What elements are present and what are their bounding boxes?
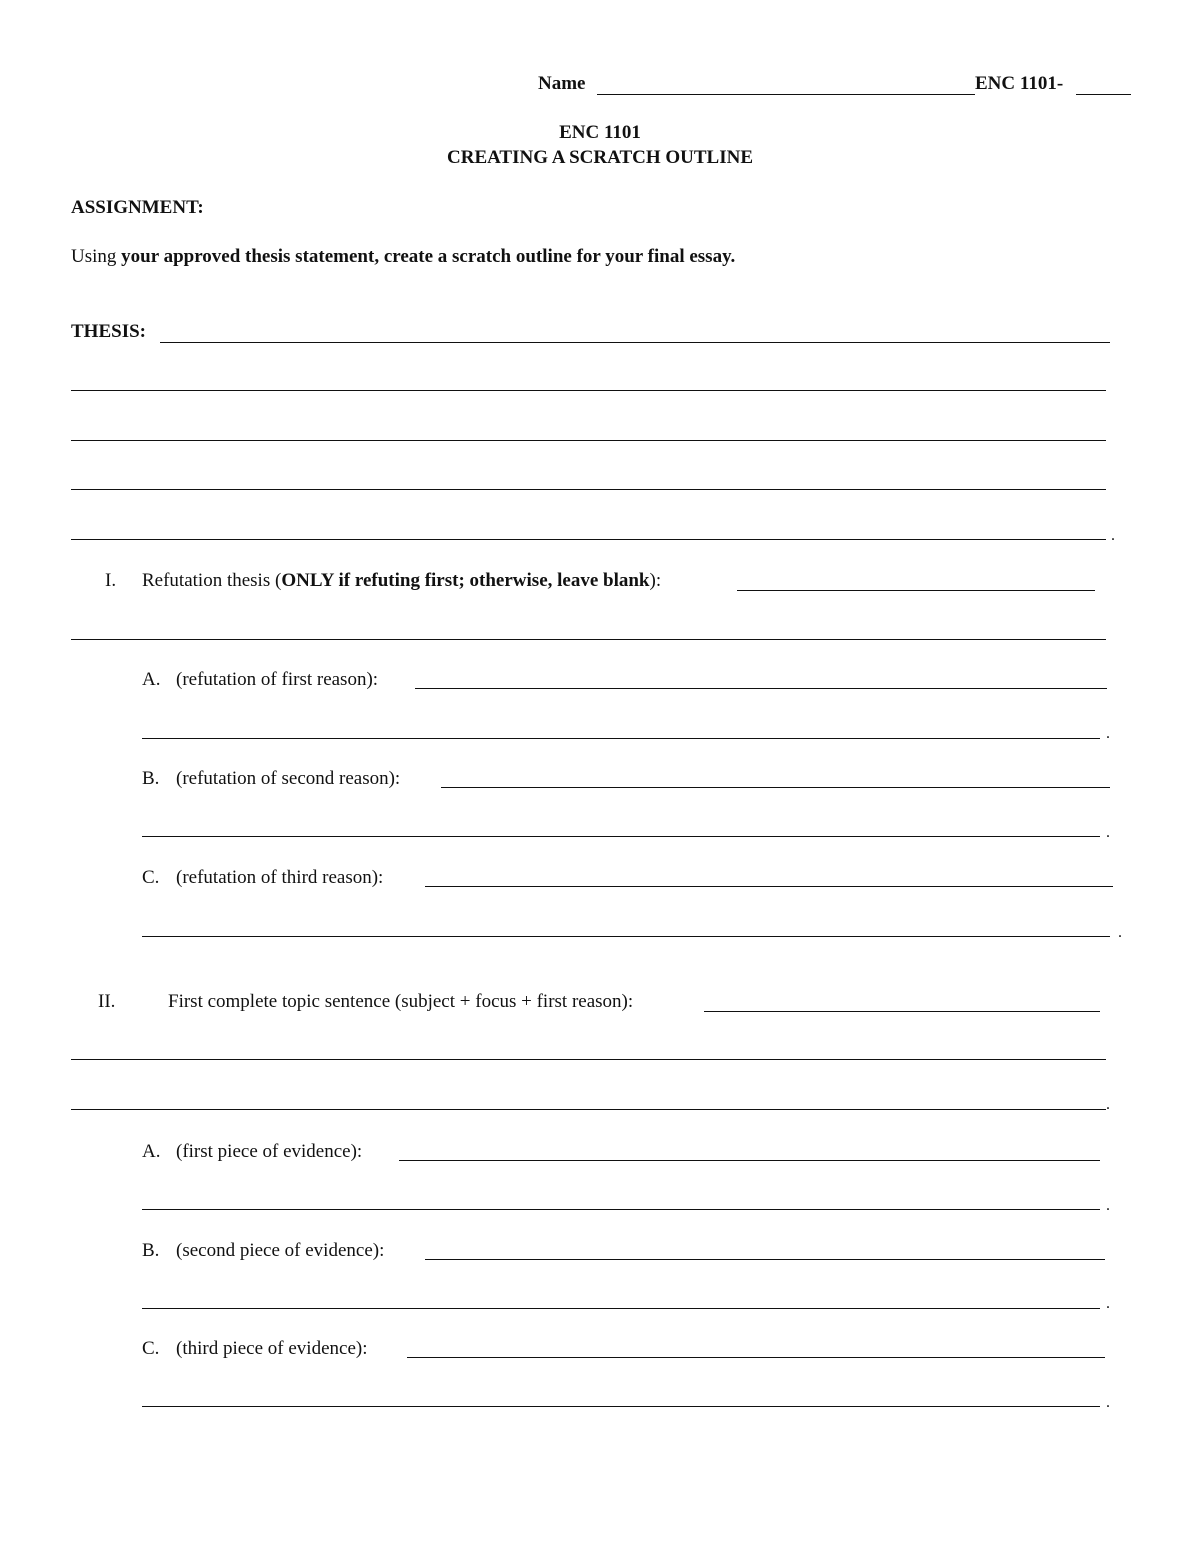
line-end-mark: .	[1111, 527, 1115, 544]
thesis-line-2[interactable]	[71, 390, 1106, 391]
evidence-c-line-2[interactable]	[142, 1406, 1100, 1407]
assignment-text-lead: Using	[71, 246, 117, 267]
assignment-text-bold: your approved thesis statement, create a scratch outline for your final essay.	[121, 246, 736, 267]
refutation-thesis-line-1[interactable]	[737, 590, 1095, 591]
evidence-a-letter: A.	[142, 1141, 161, 1162]
refutation-b-line-1[interactable]	[441, 787, 1110, 788]
refutation-thesis-line-2[interactable]	[71, 639, 1106, 640]
section-number-field[interactable]	[1076, 94, 1131, 95]
section-one-text	[142, 570, 661, 592]
evidence-b-letter: B.	[142, 1240, 160, 1261]
name-field[interactable]	[597, 94, 975, 95]
refutation-c-label: (refutation of third reason):	[176, 867, 384, 888]
refutation-a-label: (refutation of first reason):	[176, 669, 379, 690]
line-end-mark: .	[1106, 1096, 1110, 1113]
section-two-numeral: II.	[98, 991, 116, 1012]
thesis-line-3[interactable]	[71, 440, 1106, 441]
name-label: Name	[538, 73, 586, 94]
refutation-c-letter: C.	[142, 867, 160, 888]
assignment-text	[71, 246, 735, 268]
evidence-c-label: (third piece of evidence):	[176, 1338, 368, 1359]
topic-sentence-line-2[interactable]	[71, 1059, 1106, 1060]
evidence-a-label: (first piece of evidence):	[176, 1141, 363, 1162]
line-end-mark: .	[1118, 924, 1122, 941]
line-end-mark: .	[1106, 725, 1110, 742]
line-end-mark: .	[1106, 1295, 1110, 1312]
course-label: ENC 1101-	[975, 73, 1064, 94]
evidence-b-line-2[interactable]	[142, 1308, 1100, 1309]
page-title: CREATING A SCRATCH OUTLINE	[447, 147, 753, 168]
section-one-text-after: ):	[649, 570, 662, 591]
line-end-mark: .	[1106, 1197, 1110, 1214]
evidence-c-line-1[interactable]	[407, 1357, 1105, 1358]
section-one-text-bold: ONLY if refuting first; otherwise, leave blank	[281, 570, 650, 591]
refutation-b-letter: B.	[142, 768, 160, 789]
refutation-b-line-2[interactable]	[142, 836, 1100, 837]
thesis-label: THESIS:	[71, 321, 146, 342]
assignment-label: ASSIGNMENT:	[71, 197, 204, 218]
section-one-text-before: Refutation thesis (	[142, 570, 282, 591]
section-one-numeral: I.	[105, 570, 117, 591]
topic-sentence-line-1[interactable]	[704, 1011, 1100, 1012]
refutation-a-letter: A.	[142, 669, 161, 690]
evidence-c-letter: C.	[142, 1338, 160, 1359]
course-title: ENC 1101	[559, 122, 641, 143]
evidence-b-line-1[interactable]	[425, 1259, 1105, 1260]
evidence-a-line-2[interactable]	[142, 1209, 1100, 1210]
refutation-c-line-1[interactable]	[425, 886, 1113, 887]
evidence-b-label: (second piece of evidence):	[176, 1240, 385, 1261]
refutation-b-label: (refutation of second reason):	[176, 768, 401, 789]
refutation-a-line-1[interactable]	[415, 688, 1107, 689]
thesis-line-1[interactable]	[160, 342, 1110, 343]
topic-sentence-line-3[interactable]	[71, 1109, 1106, 1110]
thesis-line-5[interactable]	[71, 539, 1106, 540]
refutation-a-line-2[interactable]	[142, 738, 1100, 739]
line-end-mark: .	[1106, 1394, 1110, 1411]
refutation-c-line-2[interactable]	[142, 936, 1110, 937]
evidence-a-line-1[interactable]	[399, 1160, 1100, 1161]
section-two-text: First complete topic sentence (subject + focus + first reason):	[168, 991, 634, 1012]
thesis-line-4[interactable]	[71, 489, 1106, 490]
line-end-mark: .	[1106, 824, 1110, 841]
